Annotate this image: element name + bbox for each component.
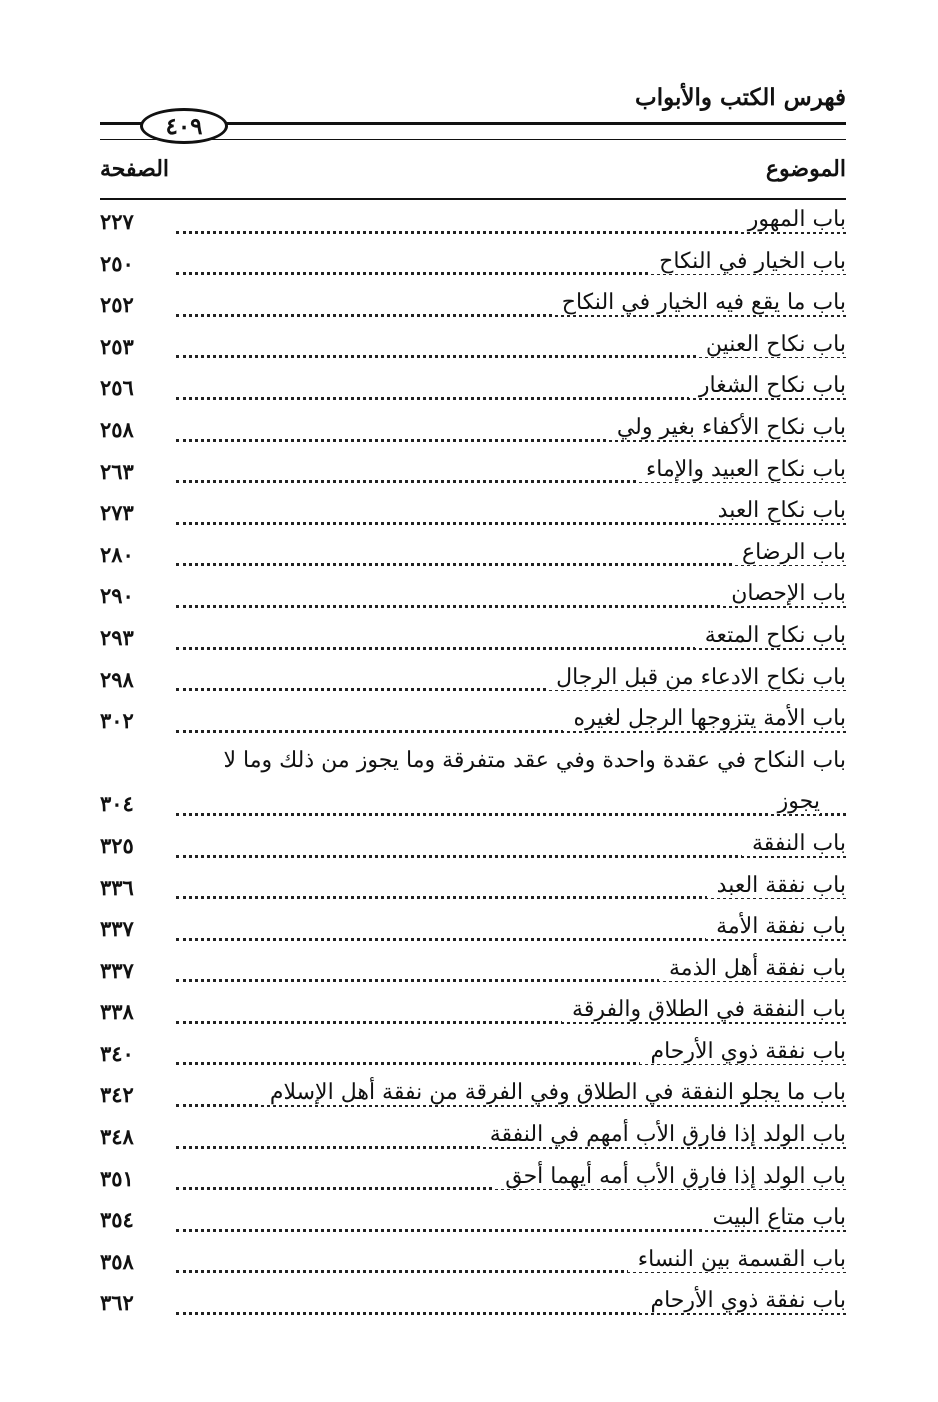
toc-entry-page: ٣٣٦	[100, 874, 134, 900]
toc-entry-title: باب ما يجلو النفقة في الطلاق وفي الفرقة من نفقة أهل الإسلام	[260, 1080, 846, 1105]
toc-entry-page: ٢٧٣	[100, 500, 134, 526]
toc-entry	[100, 455, 846, 497]
toc-entry-page: ٣٥٨	[100, 1248, 134, 1274]
toc-entry-title: باب النكاح في عقدة واحدة وفي عقد متفرقة وما يجوز من ذلك وما لا	[214, 748, 847, 773]
toc-entry-title: باب نفقة ذوي الأرحام	[640, 1288, 846, 1313]
toc-entry	[100, 538, 846, 580]
toc-entry	[100, 1203, 846, 1245]
toc-entry-title: باب القسمة بين النساء	[628, 1247, 846, 1272]
toc-entry-page: ٢٦٣	[100, 458, 134, 484]
toc-entry-title: باب الخيار في النكاح	[649, 249, 846, 274]
toc-entry-page: ٢٢٧	[100, 209, 134, 234]
toc-entry-page: ٢٩٠	[100, 583, 134, 609]
toc-entry-page: ٣٣٧	[100, 916, 134, 942]
toc-entry	[100, 1162, 846, 1204]
toc-entry-title: باب متاع البيت	[703, 1205, 846, 1230]
toc-entry-page: ٢٩٨	[100, 666, 134, 692]
toc-entry	[100, 496, 846, 538]
toc-entry	[100, 663, 846, 705]
toc-entry-page: ٢٥٣	[100, 333, 134, 359]
column-heading-page: الصفحة	[100, 156, 170, 182]
toc-entry-page: ٣٠٤	[100, 791, 134, 817]
toc-entry-title: باب النفقة	[742, 831, 846, 856]
toc-entry	[100, 1120, 846, 1162]
toc-entry	[100, 912, 846, 954]
toc-entry-page: ٣٠٢	[100, 708, 134, 734]
toc-entry	[100, 1245, 846, 1287]
toc-entry-page: ٣٤٢	[100, 1082, 134, 1108]
toc-entry	[100, 330, 846, 372]
toc-entry-page: ٢٥٠	[100, 250, 134, 276]
toc-entry-title: باب النفقة في الطلاق والفرقة	[562, 997, 846, 1022]
toc-entry-title: باب نكاح المتعة	[695, 623, 846, 648]
toc-entry	[100, 871, 846, 913]
toc-entry-page: ٢٥٨	[100, 416, 134, 442]
running-title: فهرس الكتب والأبواب	[635, 84, 846, 111]
toc-entry-title: يجوز	[768, 789, 820, 814]
toc-entry	[100, 205, 846, 247]
dot-leader	[176, 813, 846, 816]
toc-entry-title: باب نفقة الأمة	[706, 914, 846, 939]
column-headings	[100, 156, 846, 200]
toc-entry	[100, 746, 846, 788]
toc-entry-title: باب نكاح الشغار	[689, 373, 846, 398]
page-number-badge	[140, 108, 228, 144]
toc-entry	[100, 579, 846, 621]
toc-entry	[100, 1037, 846, 1079]
toc-entry-title: باب نفقة العبد	[707, 873, 846, 898]
toc-entry-title: باب نكاح العنين	[696, 332, 846, 357]
toc-entry-title: باب نكاح العبد	[708, 498, 846, 523]
toc-entry-title: باب نكاح الأكفاء بغير ولي	[607, 415, 846, 440]
toc-entry	[100, 371, 846, 413]
toc-entry	[100, 621, 846, 663]
toc-entry-title: باب الأمة يتزوجها الرجل لغيره	[563, 706, 846, 731]
toc-entry-title: باب الولد إذا فارق الأب أمه أيهما أحق	[495, 1164, 846, 1189]
toc-entry-title: باب الإحصان	[721, 581, 846, 606]
toc-entry-page: ٢٩٣	[100, 624, 134, 650]
toc-entry-page: ٣٦٢	[100, 1290, 134, 1316]
toc-entry	[100, 413, 846, 455]
toc-entry-page: ٢٨٠	[100, 541, 134, 567]
toc-entry-title: باب الولد إذا فارق الأب أمهم في النفقة	[480, 1122, 846, 1147]
toc-entry	[100, 1286, 846, 1328]
toc-entry-page: ٣٤٠	[100, 1040, 134, 1066]
toc-entry-page: ٢٥٢	[100, 292, 134, 318]
toc-entry-page: ٣٢٥	[100, 832, 134, 858]
toc-entry	[100, 288, 846, 330]
toc-entry	[100, 829, 846, 871]
toc-entry	[100, 1078, 846, 1120]
toc-entry-page: ٣٣٨	[100, 999, 134, 1025]
toc-entry-title: باب نكاح العبيد والإماء	[636, 457, 846, 482]
toc-list	[100, 205, 846, 1328]
toc-entry-page: ٢٥٦	[100, 375, 134, 401]
toc-entry	[100, 704, 846, 746]
toc-entry	[100, 995, 846, 1037]
page-number: ٤٠٩	[165, 112, 203, 140]
toc-entry	[100, 787, 846, 829]
toc-entry-page: ٣٤٨	[100, 1124, 134, 1150]
toc-entry-page: ٣٣٧	[100, 957, 134, 983]
toc-entry	[100, 954, 846, 996]
column-heading-topic: الموضوع	[765, 156, 846, 182]
toc-entry-page: ٣٥٤	[100, 1207, 134, 1233]
toc-entry-title: باب نفقة ذوي الأرحام	[640, 1039, 846, 1064]
toc-entry-page: ٣٥١	[100, 1165, 134, 1191]
toc-entry	[100, 247, 846, 289]
toc-entry-title: باب نفقة أهل الذمة	[659, 956, 846, 981]
toc-entry-title: باب المهور	[738, 207, 846, 232]
toc-entry-title: باب نكاح الادعاء من قبل الرجال	[546, 665, 846, 690]
toc-entry-title: باب الرضاع	[732, 540, 846, 565]
toc-entry-title: باب ما يقع فيه الخيار في النكاح	[552, 290, 846, 315]
